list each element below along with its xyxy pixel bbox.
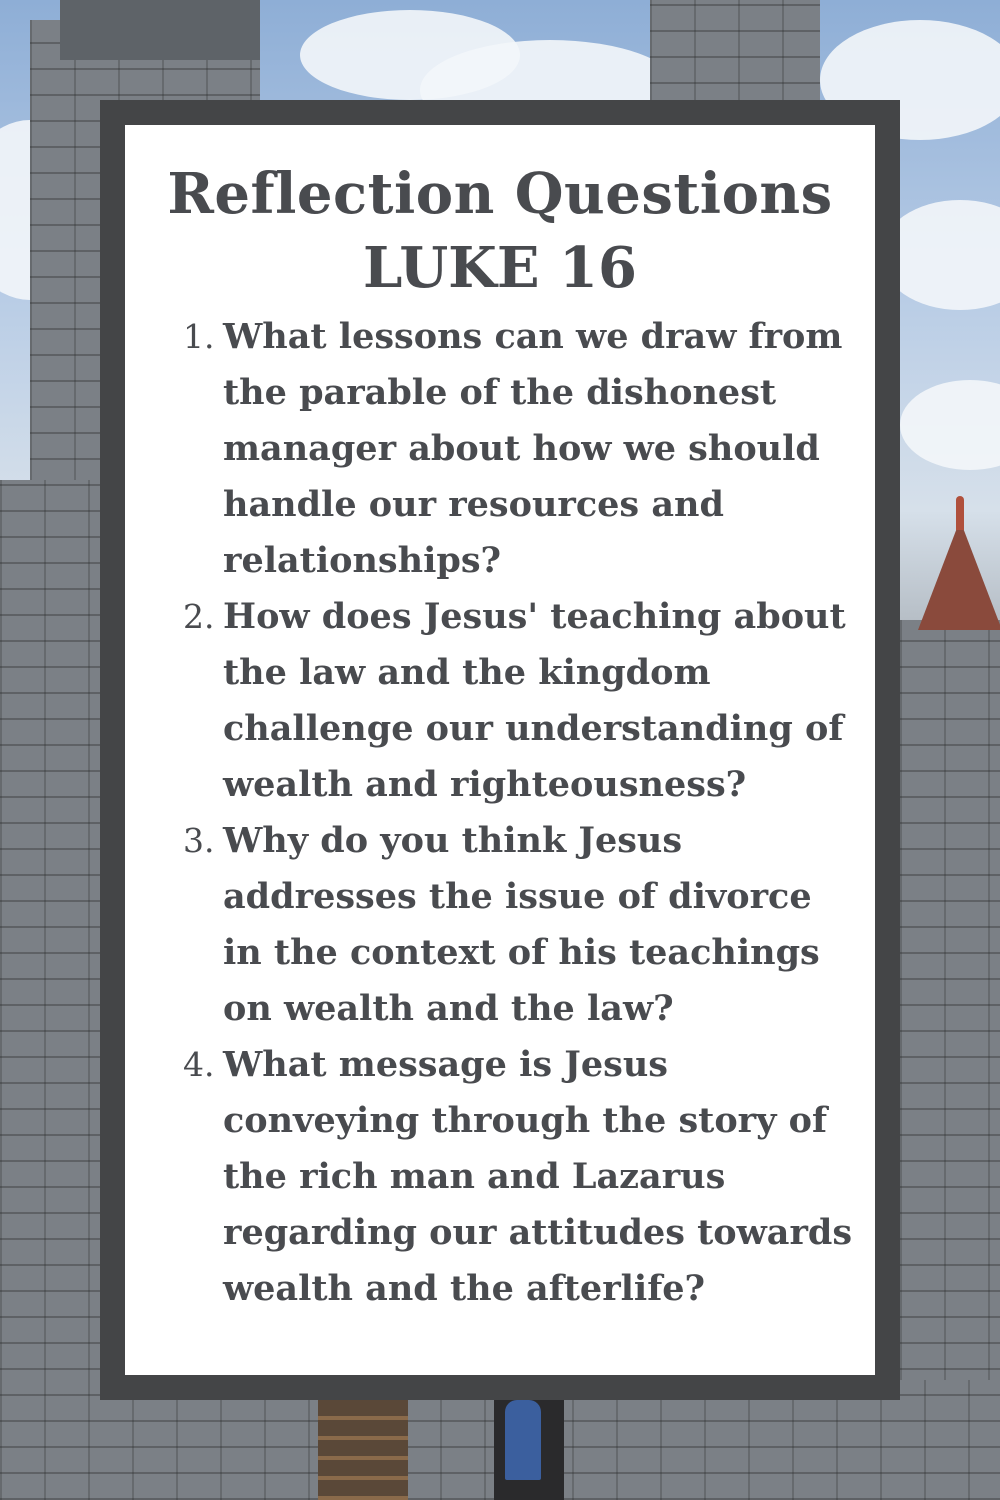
- question-text: What message is Jesus conveying through the story of the rich man and Lazarus regarding our attitudes towards wealth and the afterlife?: [223, 1044, 853, 1309]
- question-text: What lessons can we draw from the parable of the dishonest manager about how we should handle our resources and relationships?: [223, 316, 843, 581]
- question-item: [183, 813, 855, 1037]
- reflection-panel: [100, 100, 900, 1400]
- page-title: Reflection Questions: [167, 161, 833, 227]
- question-item: [183, 309, 855, 589]
- question-item: [183, 1037, 855, 1317]
- question-item: [183, 589, 855, 813]
- question-text: Why do you think Jesus addresses the issue of divorce in the context of his teachings on wealth and the law?: [223, 820, 820, 1029]
- question-number: 1.: [183, 317, 215, 356]
- scripture-reference: LUKE 16: [363, 235, 637, 301]
- question-text: How does Jesus' teaching about the law and the kingdom challenge our understanding of wealth and righteousness?: [223, 596, 846, 805]
- question-number: 2.: [183, 597, 215, 636]
- reflection-card: [125, 125, 875, 1375]
- question-list: [145, 309, 855, 1317]
- question-number: 3.: [183, 821, 215, 860]
- question-number: 4.: [183, 1045, 215, 1084]
